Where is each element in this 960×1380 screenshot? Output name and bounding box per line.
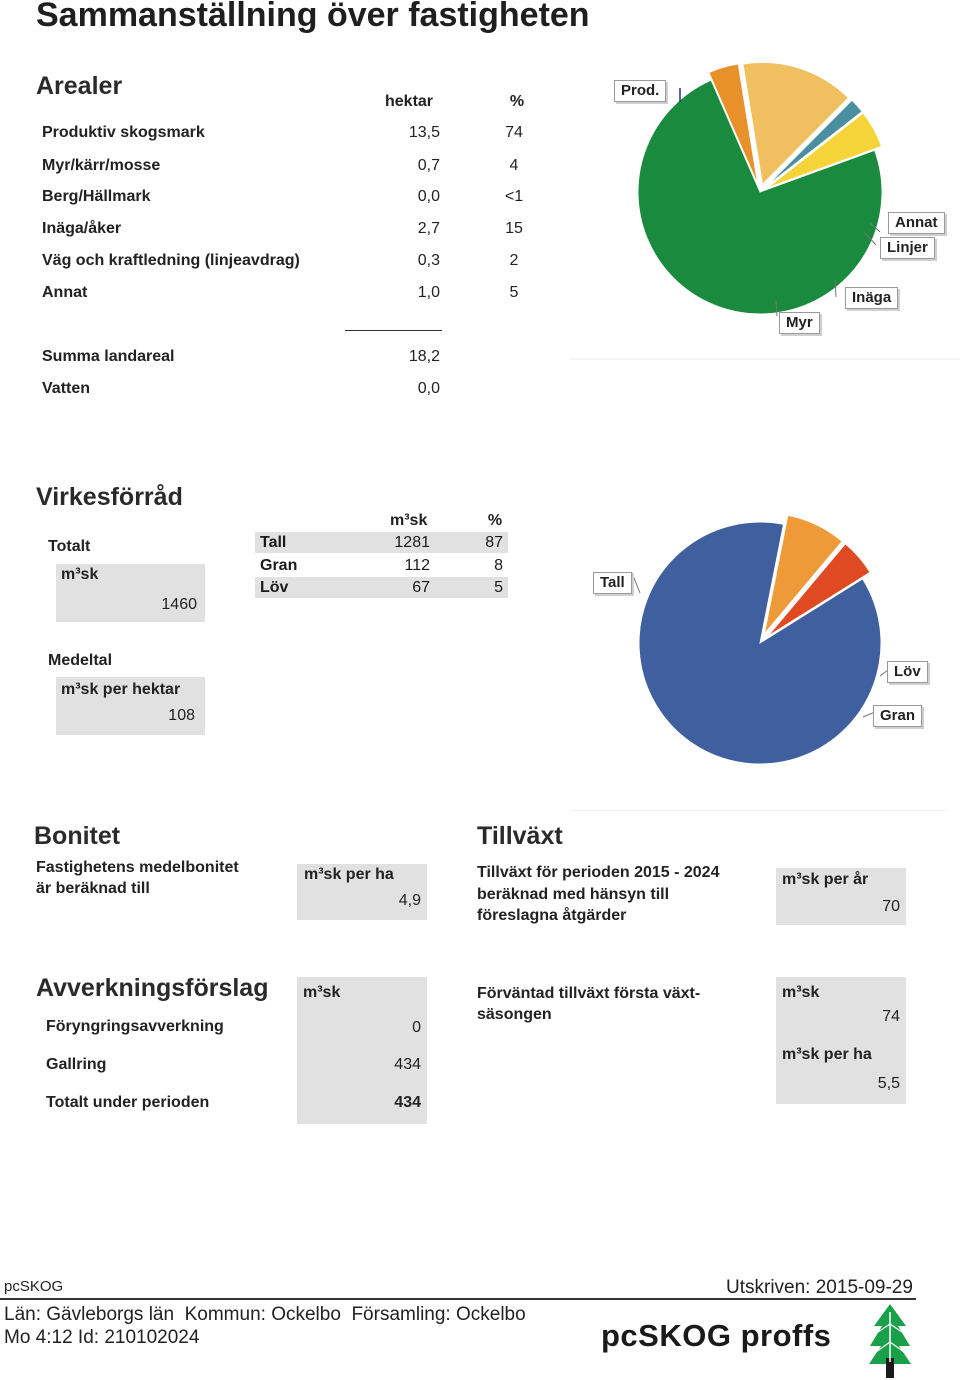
pie-label-prod: Prod. xyxy=(614,80,666,102)
bonitet-heading: Bonitet xyxy=(34,822,121,850)
table-row-hektar: 1,0 xyxy=(417,284,440,301)
tree-logo-icon xyxy=(868,1302,912,1380)
forvantad-value2: 5,5 xyxy=(877,1075,900,1092)
virke-col-msk: m³sk xyxy=(390,512,428,529)
totalt-unit: m³sk xyxy=(61,566,99,583)
table-row-pct: 74 xyxy=(505,124,523,141)
avverkning-value-0: 0 xyxy=(412,1019,421,1036)
footer-printed-date: Utskriven: 2015-09-29 xyxy=(726,1277,913,1298)
bonitet-box xyxy=(297,864,427,920)
table-row xyxy=(255,577,508,598)
avverkning-label-2: Totalt under perioden xyxy=(46,1094,210,1111)
summa-landareal-label: Summa landareal xyxy=(42,348,175,365)
pie-label-gran: Gran xyxy=(873,705,922,727)
table-row xyxy=(255,532,508,553)
table-row-label: Annat xyxy=(42,284,88,301)
table-row-msk: 67 xyxy=(412,579,430,596)
tillvaxt-value: 70 xyxy=(882,898,900,915)
arealer-col-hektar: hektar xyxy=(385,93,434,110)
totalt-value: 1460 xyxy=(161,596,197,613)
table-row-pct: 5 xyxy=(494,579,503,596)
table-row-pct: 8 xyxy=(494,557,503,574)
pie-label-lov: Löv xyxy=(887,661,928,683)
bonitet-text-line2: är beräknad till xyxy=(36,880,150,897)
brand-logo-text: pcSKOG proffs xyxy=(601,1318,832,1353)
medeltal-unit: m³sk per hektar xyxy=(61,681,181,698)
table-row-label: Myr/kärr/mosse xyxy=(42,157,161,174)
footer-rule xyxy=(0,1298,916,1300)
page-title: Sammanställning över fastigheten xyxy=(36,0,590,34)
pie-label-linjer: Linjer xyxy=(880,237,935,259)
table-row-label: Gran xyxy=(260,557,298,574)
pie-label-annat: Annat xyxy=(888,212,945,234)
virke-pie-slices xyxy=(639,515,881,764)
table-row-label: Berg/Hällmark xyxy=(42,188,151,205)
bonitet-text-line1: Fastighetens medelbonitet xyxy=(36,859,239,876)
areal-pie-slices xyxy=(638,62,882,314)
summa-landareal-value: 18,2 xyxy=(408,348,440,365)
table-row-hektar: 2,7 xyxy=(417,220,440,237)
avverkning-value-1: 434 xyxy=(394,1056,421,1073)
table-row-msk: 1281 xyxy=(394,534,430,551)
virke-table xyxy=(255,510,508,600)
table-row-pct: 5 xyxy=(509,284,519,301)
arealer-col-pct: % xyxy=(509,93,525,110)
bonitet-unit: m³sk per ha xyxy=(304,866,394,883)
table-row xyxy=(255,555,508,576)
table-row-hektar: 13,5 xyxy=(408,124,440,141)
table-row-pct: 15 xyxy=(505,220,523,237)
bonitet-value: 4,9 xyxy=(398,892,421,909)
forvantad-unit1: m³sk xyxy=(782,984,820,1001)
table-row-label: Tall xyxy=(260,534,287,551)
avverkning-label-1: Gallring xyxy=(46,1056,107,1073)
tillvaxt-text-line1: Tillväxt för perioden 2015 - 2024 xyxy=(477,864,720,881)
medeltal-value: 108 xyxy=(168,707,195,724)
table-row-hektar: 0,7 xyxy=(417,157,440,174)
table-row-label: Väg och kraftledning (linjeavdrag) xyxy=(42,252,300,269)
table-row-label: Produktiv skogsmark xyxy=(42,124,205,141)
tillvaxt-text-line2: beräknad med hänsyn till xyxy=(477,886,670,903)
avverkning-heading: Avverkningsförslag xyxy=(36,974,269,1002)
sum-divider xyxy=(345,330,442,331)
table-row-hektar: 0,3 xyxy=(417,252,440,269)
tillvaxt-heading: Tillväxt xyxy=(477,822,563,850)
tillvaxt-text-line3: föreslagna åtgärder xyxy=(477,907,627,924)
table-row-pct: <1 xyxy=(504,188,524,205)
totalt-label: Totalt xyxy=(48,538,91,555)
forvantad-value1: 74 xyxy=(882,1008,900,1025)
medeltal-box xyxy=(56,677,205,735)
virkesforrad-heading: Virkesförråd xyxy=(36,483,183,511)
arealer-heading: Arealer xyxy=(36,72,123,100)
footer-id: Mo 4:12 Id: 210102024 xyxy=(4,1327,200,1348)
avverkning-unit: m³sk xyxy=(303,984,341,1001)
vatten-value: 0,0 xyxy=(417,380,440,397)
avverkning-value-2: 434 xyxy=(394,1094,421,1111)
table-row-pct: 87 xyxy=(485,534,503,551)
footer-app-name: pcSKOG xyxy=(4,1278,64,1295)
section-divider xyxy=(570,810,948,811)
medeltal-label: Medeltal xyxy=(48,652,113,669)
virke-col-pct: % xyxy=(487,512,503,529)
table-row-pct: 2 xyxy=(509,252,519,269)
table-row-msk: 112 xyxy=(404,557,430,574)
footer-location: Län: Gävleborgs län Kommun: Ockelbo Församling: Ockelbo xyxy=(4,1304,526,1325)
table-row-pct: 4 xyxy=(509,157,519,174)
table-row-label: Löv xyxy=(260,579,289,596)
tillvaxt-box xyxy=(776,868,906,925)
forvantad-text-line1: Förväntad tillväxt första växt- xyxy=(477,985,701,1002)
forvantad-text-line2: säsongen xyxy=(477,1006,552,1023)
areal-pie-chart xyxy=(570,60,960,360)
pie-label-myr: Myr xyxy=(779,312,820,334)
pie-label-tall: Tall xyxy=(593,572,632,594)
forvantad-box xyxy=(776,977,906,1104)
avverkning-label-0: Föryngringsavverkning xyxy=(46,1018,224,1035)
vatten-label: Vatten xyxy=(42,380,91,397)
tall-leader-line xyxy=(632,573,640,593)
virke-pie-chart xyxy=(570,480,960,780)
table-row-hektar: 0,0 xyxy=(417,188,440,205)
forvantad-unit2: m³sk per ha xyxy=(782,1046,872,1063)
pie-label-inaga: Inäga xyxy=(845,287,898,309)
totalt-box xyxy=(56,564,205,622)
avverkning-box xyxy=(297,977,427,1124)
tillvaxt-unit: m³sk per år xyxy=(782,871,869,888)
table-row-label: Inäga/åker xyxy=(42,220,122,237)
